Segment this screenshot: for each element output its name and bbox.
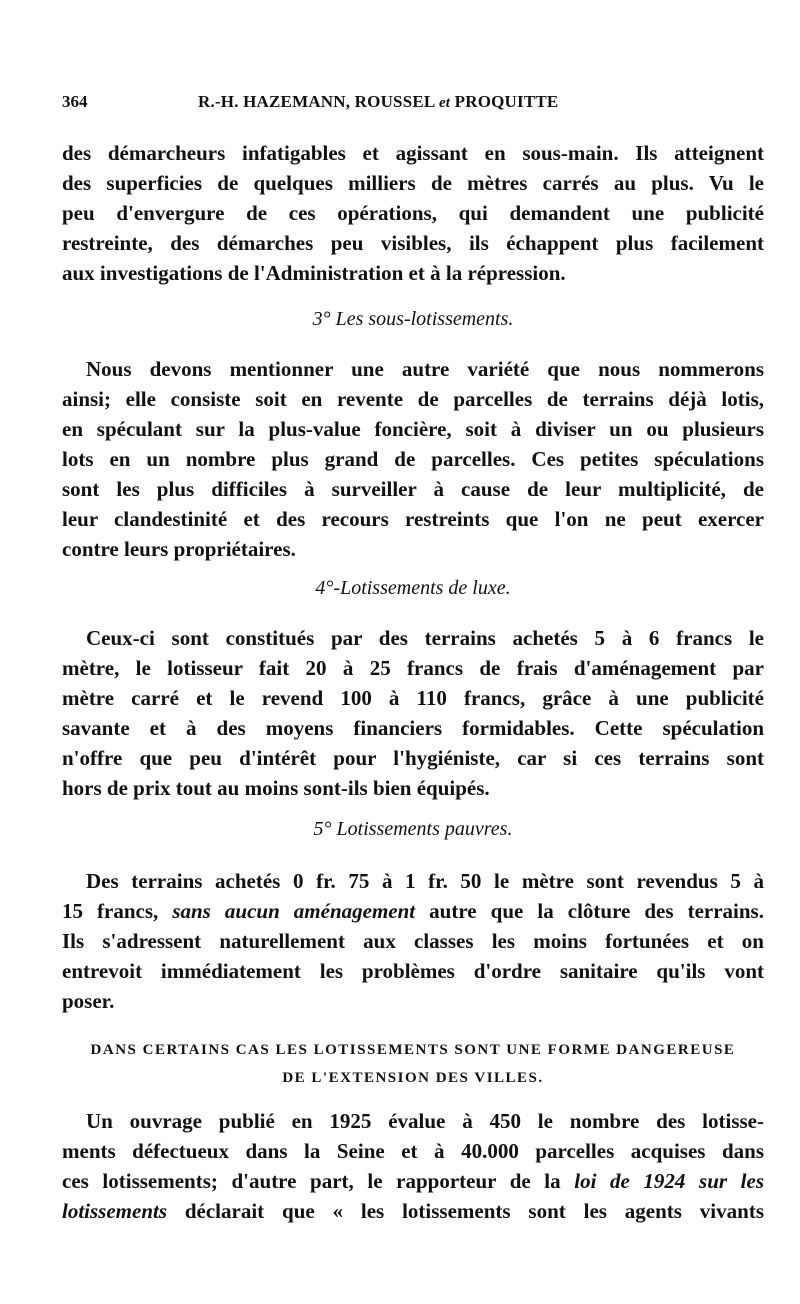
text-line: ments défectueux dans la Seine et à 40.000 parcelles acquises dans xyxy=(62,1139,764,1163)
text-line: mètre, le lotisseur fait 20 à 25 francs de frais d'aménagement par xyxy=(62,656,764,680)
text-line: Un ouvrage publié en 1925 évalue à 450 le nombre des lotisse- xyxy=(86,1109,764,1133)
text-line: Des terrains achetés 0 fr. 75 à 1 fr. 50 le mètre sont revendus 5 à xyxy=(86,869,764,893)
text-line: ainsi; elle consiste soit en revente de parcelles de terrains déjà lotis, xyxy=(62,387,764,411)
section-heading-4: 4°-Lotissements de luxe. xyxy=(315,577,511,599)
text-line: Nous devons mentionner une autre variété que nous nommerons xyxy=(86,357,764,381)
paragraph-3 xyxy=(62,623,764,803)
text-run: déclarait que « les lotissements sont les agents vivants xyxy=(167,1199,764,1223)
text-line: restreinte, des démarches peu visibles, ils échappent plus facilement xyxy=(62,231,764,255)
paragraph-1 xyxy=(62,138,764,288)
text-line xyxy=(62,896,764,926)
text-line: des démarcheurs infatigables et agissant en sous-main. Ils atteignent xyxy=(62,141,764,165)
text-line: lots en un nombre plus grand de parcelles. Ces petites spéculations xyxy=(62,447,764,471)
text-line: hors de prix tout au moins sont-ils bien équipés. xyxy=(62,776,490,800)
text-line: Ceux-ci sont constitués par des terrains achetés 5 à 6 francs le xyxy=(86,626,764,650)
paragraph-5 xyxy=(62,1106,764,1226)
text-run: autre que la clôture des terrains. xyxy=(415,899,764,923)
text-line: peu d'envergure de ces opérations, qui demandent une publicité xyxy=(62,201,764,225)
text-line: n'offre que peu d'intérêt pour l'hygiéniste, car si ces terrains sont xyxy=(62,746,764,770)
paragraph-2 xyxy=(62,354,764,564)
text-line: Ils s'adressent naturellement aux classes les moins fortunées et on xyxy=(62,929,764,953)
caps-heading-line: DE L'EXTENSION DES VILLES. xyxy=(282,1070,544,1086)
text-line: aux investigations de l'Administration et à la répression. xyxy=(62,261,566,285)
text-line: leur clandestinité et des recours restreints que l'on ne peut exercer xyxy=(62,507,764,531)
text-line xyxy=(62,1196,764,1226)
text-line: mètre carré et le revend 100 à 110 francs, grâce à une publicité xyxy=(62,686,764,710)
section-heading-3: 3° Les sous-lotissements. xyxy=(312,308,514,330)
text-run: ces lotissements; d'autre part, le rapporteur de la xyxy=(62,1169,575,1193)
italic-emphasis: lotissements xyxy=(62,1199,168,1223)
running-title-et: et xyxy=(438,95,451,111)
running-title-authors: R.-H. HAZEMANN, ROUSSEL xyxy=(198,92,439,111)
caps-heading-line: DANS CERTAINS CAS LES LOTISSEMENTS SONT UNE FORME DANGEREUSE xyxy=(90,1042,736,1058)
text-line: poser. xyxy=(62,989,115,1013)
section-heading-5: 5° Lotissements pauvres. xyxy=(313,818,513,840)
italic-emphasis: loi de 1924 sur les xyxy=(574,1169,764,1193)
italic-emphasis: sans aucun aménagement xyxy=(172,899,416,923)
text-line: sont les plus difficiles à surveiller à cause de leur multiplicité, de xyxy=(62,477,764,501)
running-title-last-author: PROQUITTE xyxy=(450,92,559,111)
text-line: des superficies de quelques milliers de mètres carrés au plus. Vu le xyxy=(62,171,764,195)
text-line: contre leurs propriétaires. xyxy=(62,537,296,561)
caps-heading xyxy=(62,1036,764,1092)
text-run: 15 francs, xyxy=(62,899,173,923)
text-line xyxy=(62,1166,764,1196)
running-header xyxy=(62,92,762,116)
text-line: savante et à des moyens financiers formidables. Cette spéculation xyxy=(62,716,764,740)
text-line: en spéculant sur la plus-value foncière, soit à diviser un ou plusieurs xyxy=(62,417,764,441)
paragraph-4 xyxy=(62,866,764,1016)
running-title xyxy=(198,92,558,112)
text-line: entrevoit immédiatement les problèmes d'ordre sanitaire qu'ils vont xyxy=(62,959,764,983)
page-number: 364 xyxy=(62,92,88,111)
